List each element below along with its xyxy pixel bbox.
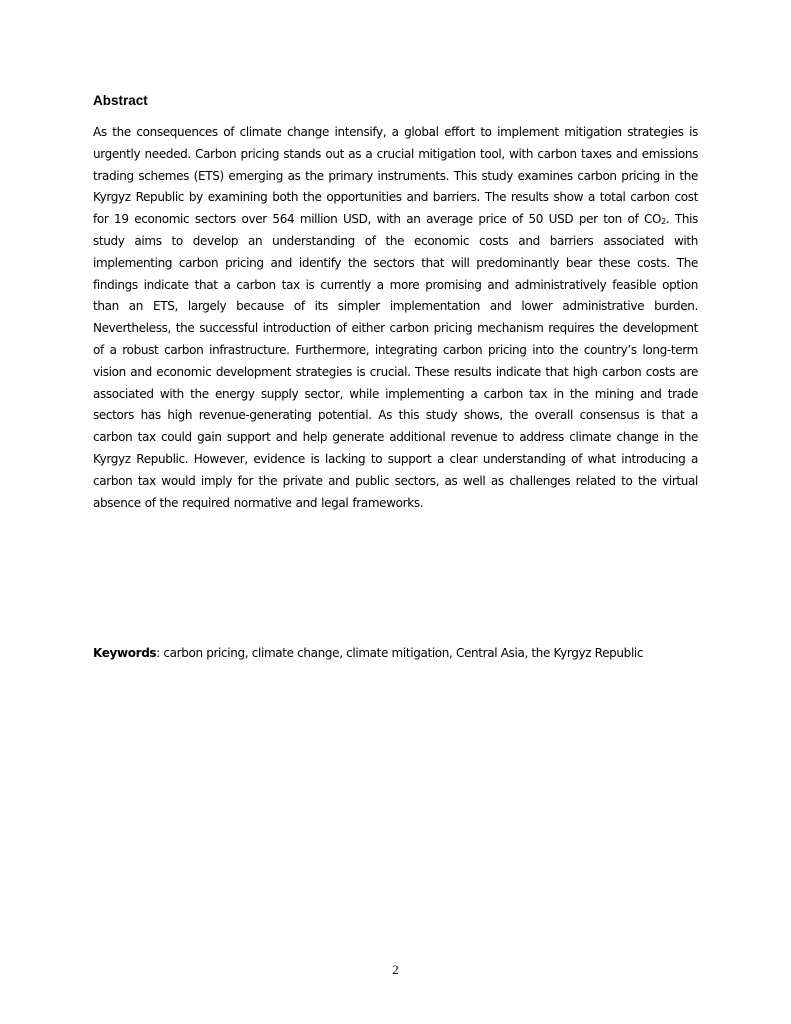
abstract-text-part1: As the consequences of climate change intensify, a global effort to implement mitigation strategies is urgently needed. Carbon pricing stands out as a crucial mitigation tool, with carbon taxes and emissions trading schemes (ETS) emerging as the primary instruments. This study examines carbon pricing in the Kyrgyz Republic by examining both the opportunities and barriers. The results show a total carbon cost for 19 economic sectors over 564 million USD, with an average price of 50 USD per ton of CO — [93, 125, 698, 227]
keywords-label: Keywords — [93, 646, 157, 660]
abstract-body — [93, 122, 698, 514]
keywords-line — [93, 643, 733, 663]
keywords-text: : carbon pricing, climate change, climate mitigation, Central Asia, the Kyrgyz Republic — [156, 646, 644, 660]
co2-subscript: 2 — [661, 217, 666, 227]
abstract-text-part2: . This study aims to develop an understanding of the economic costs and barriers associated with implementing carbon pricing and identify the sectors that will predominantly bear these costs. The findings indicate that a carbon tax is currently a more promising and administratively feasible option than an ETS, largely because of its simpler implementation and lower administrative burden. Nevertheless, the successful introduction of either carbon pricing mechanism requires the development of a robust carbon infrastructure. Furthermore, integrating carbon pricing into the country’s long-term vision and economic development strategies is crucial. These results indicate that high carbon costs are associated with the energy supply sector, while implementing a carbon tax in the mining and trade sectors has high revenue-generating potential. As this study shows, the overall consensus is that a carbon tax could gain support and help generate additional revenue to address climate change in the Kyrgyz Republic. However, evidence is lacking to support a clear understanding of what introducing a carbon tax would imply for the private and public sectors, as well as challenges related to the virtual absence of the required normative and legal frameworks. — [93, 212, 698, 510]
page-number: 2 — [392, 962, 399, 977]
abstract-heading: Abstract — [93, 93, 148, 108]
